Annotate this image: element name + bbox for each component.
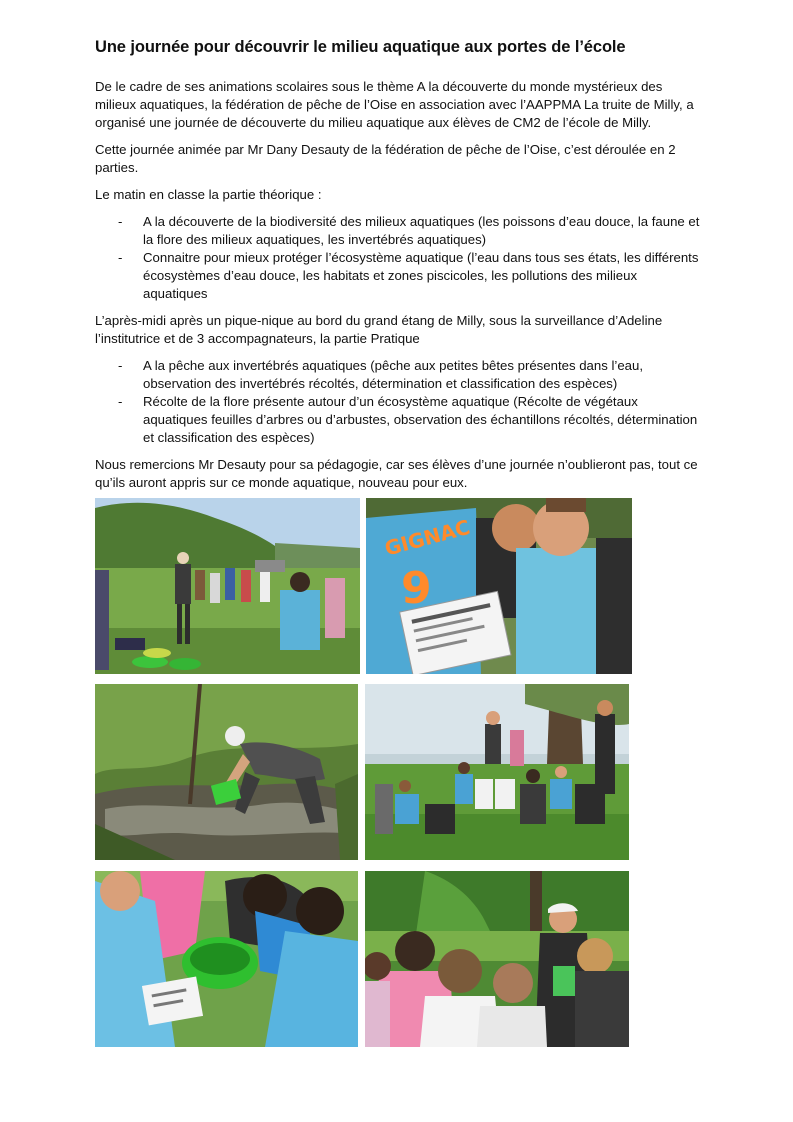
photo-jersey-worksheet xyxy=(366,498,632,674)
list-item-text: A la découverte de la biodiversité des milieux aquatiques (les poissons d’eau douce, la faune et la flore des milieux aquatiques, les invertébrés aquatiques) xyxy=(143,214,700,247)
intro-paragraph: De le cadre de ses animations scolaires sous le thème A la découverte du monde mystérieux des milieux aquatiques, la fédération de pêche de l’Oise en association avec l’AAPPMA La truite de Milly, a organisé une journée de découverte du milieu aquatique aux élèves de CM2 de l’école de Milly. xyxy=(95,79,694,130)
afternoon-list xyxy=(95,357,705,447)
photo-jersey-worksheet-image xyxy=(366,498,632,674)
photo-field-class xyxy=(95,498,360,674)
jersey-lettering: GIGNAC xyxy=(382,514,473,561)
closing-paragraph: Nous remercions Mr Desauty pour sa pédagogie, car ses élèves d’une journée n’oublieront pas, tout ce qu’ils auront appris sur ce monde aquatique, nouveau pour eux. xyxy=(95,457,698,490)
afternoon-paragraph: L’après-midi après un pique-nique au bord du grand étang de Milly, sous la surveillance d’Adeline l’institutrice et de 3 accompagnateurs, la partie Pratique xyxy=(95,313,663,346)
photo-stream-sampling xyxy=(95,684,358,860)
document-body xyxy=(95,78,705,501)
list-item-text: Récolte de la flore présente autour d’un écosystème aquatique (Récolte de végétaux aquatiques feuilles d’arbres ou d’arbustes, observation des échantillons récoltés, détermination et classification des espèces) xyxy=(143,394,698,445)
list-item xyxy=(95,249,705,303)
bullet-dash: - xyxy=(118,358,123,373)
photo-park-instructor xyxy=(365,871,629,1047)
animation-paragraph: Cette journée animée par Mr Dany Desauty de la fédération de pêche de l’Oise, c’est déroulée en 2 parties. xyxy=(95,142,676,175)
list-item xyxy=(95,357,705,393)
photo-field-class-image xyxy=(95,498,360,674)
photo-lakeside-group xyxy=(365,684,629,860)
photo-basin-observation xyxy=(95,871,358,1047)
bullet-dash: - xyxy=(118,394,123,409)
morning-paragraph: Le matin en classe la partie théorique : xyxy=(95,187,322,202)
list-item-text: Connaitre pour mieux protéger l’écosystème aquatique (l’eau dans tous ses états, les différents écosystèmes d’eau douce, les habitats et zones piscicoles, les pollutions des milieux aquatiques xyxy=(143,250,699,301)
morning-list xyxy=(95,213,705,303)
list-item xyxy=(95,393,705,447)
jersey-number: 9 xyxy=(401,563,432,614)
bullet-dash: - xyxy=(118,250,123,265)
photo-basin-observation-image xyxy=(95,871,358,1047)
list-item-text: A la pêche aux invertébrés aquatiques (pêche aux petites bêtes présentes dans l’eau, observation des invertébrés récoltés, détermination et classification des espèces) xyxy=(143,358,643,391)
photo-lakeside-group-image xyxy=(365,684,629,860)
bullet-dash: - xyxy=(118,214,123,229)
photo-stream-sampling-image xyxy=(95,684,358,860)
photo-park-instructor-image xyxy=(365,871,629,1047)
document-title: Une journée pour découvrir le milieu aquatique aux portes de l’école xyxy=(95,38,626,56)
list-item xyxy=(95,213,705,249)
